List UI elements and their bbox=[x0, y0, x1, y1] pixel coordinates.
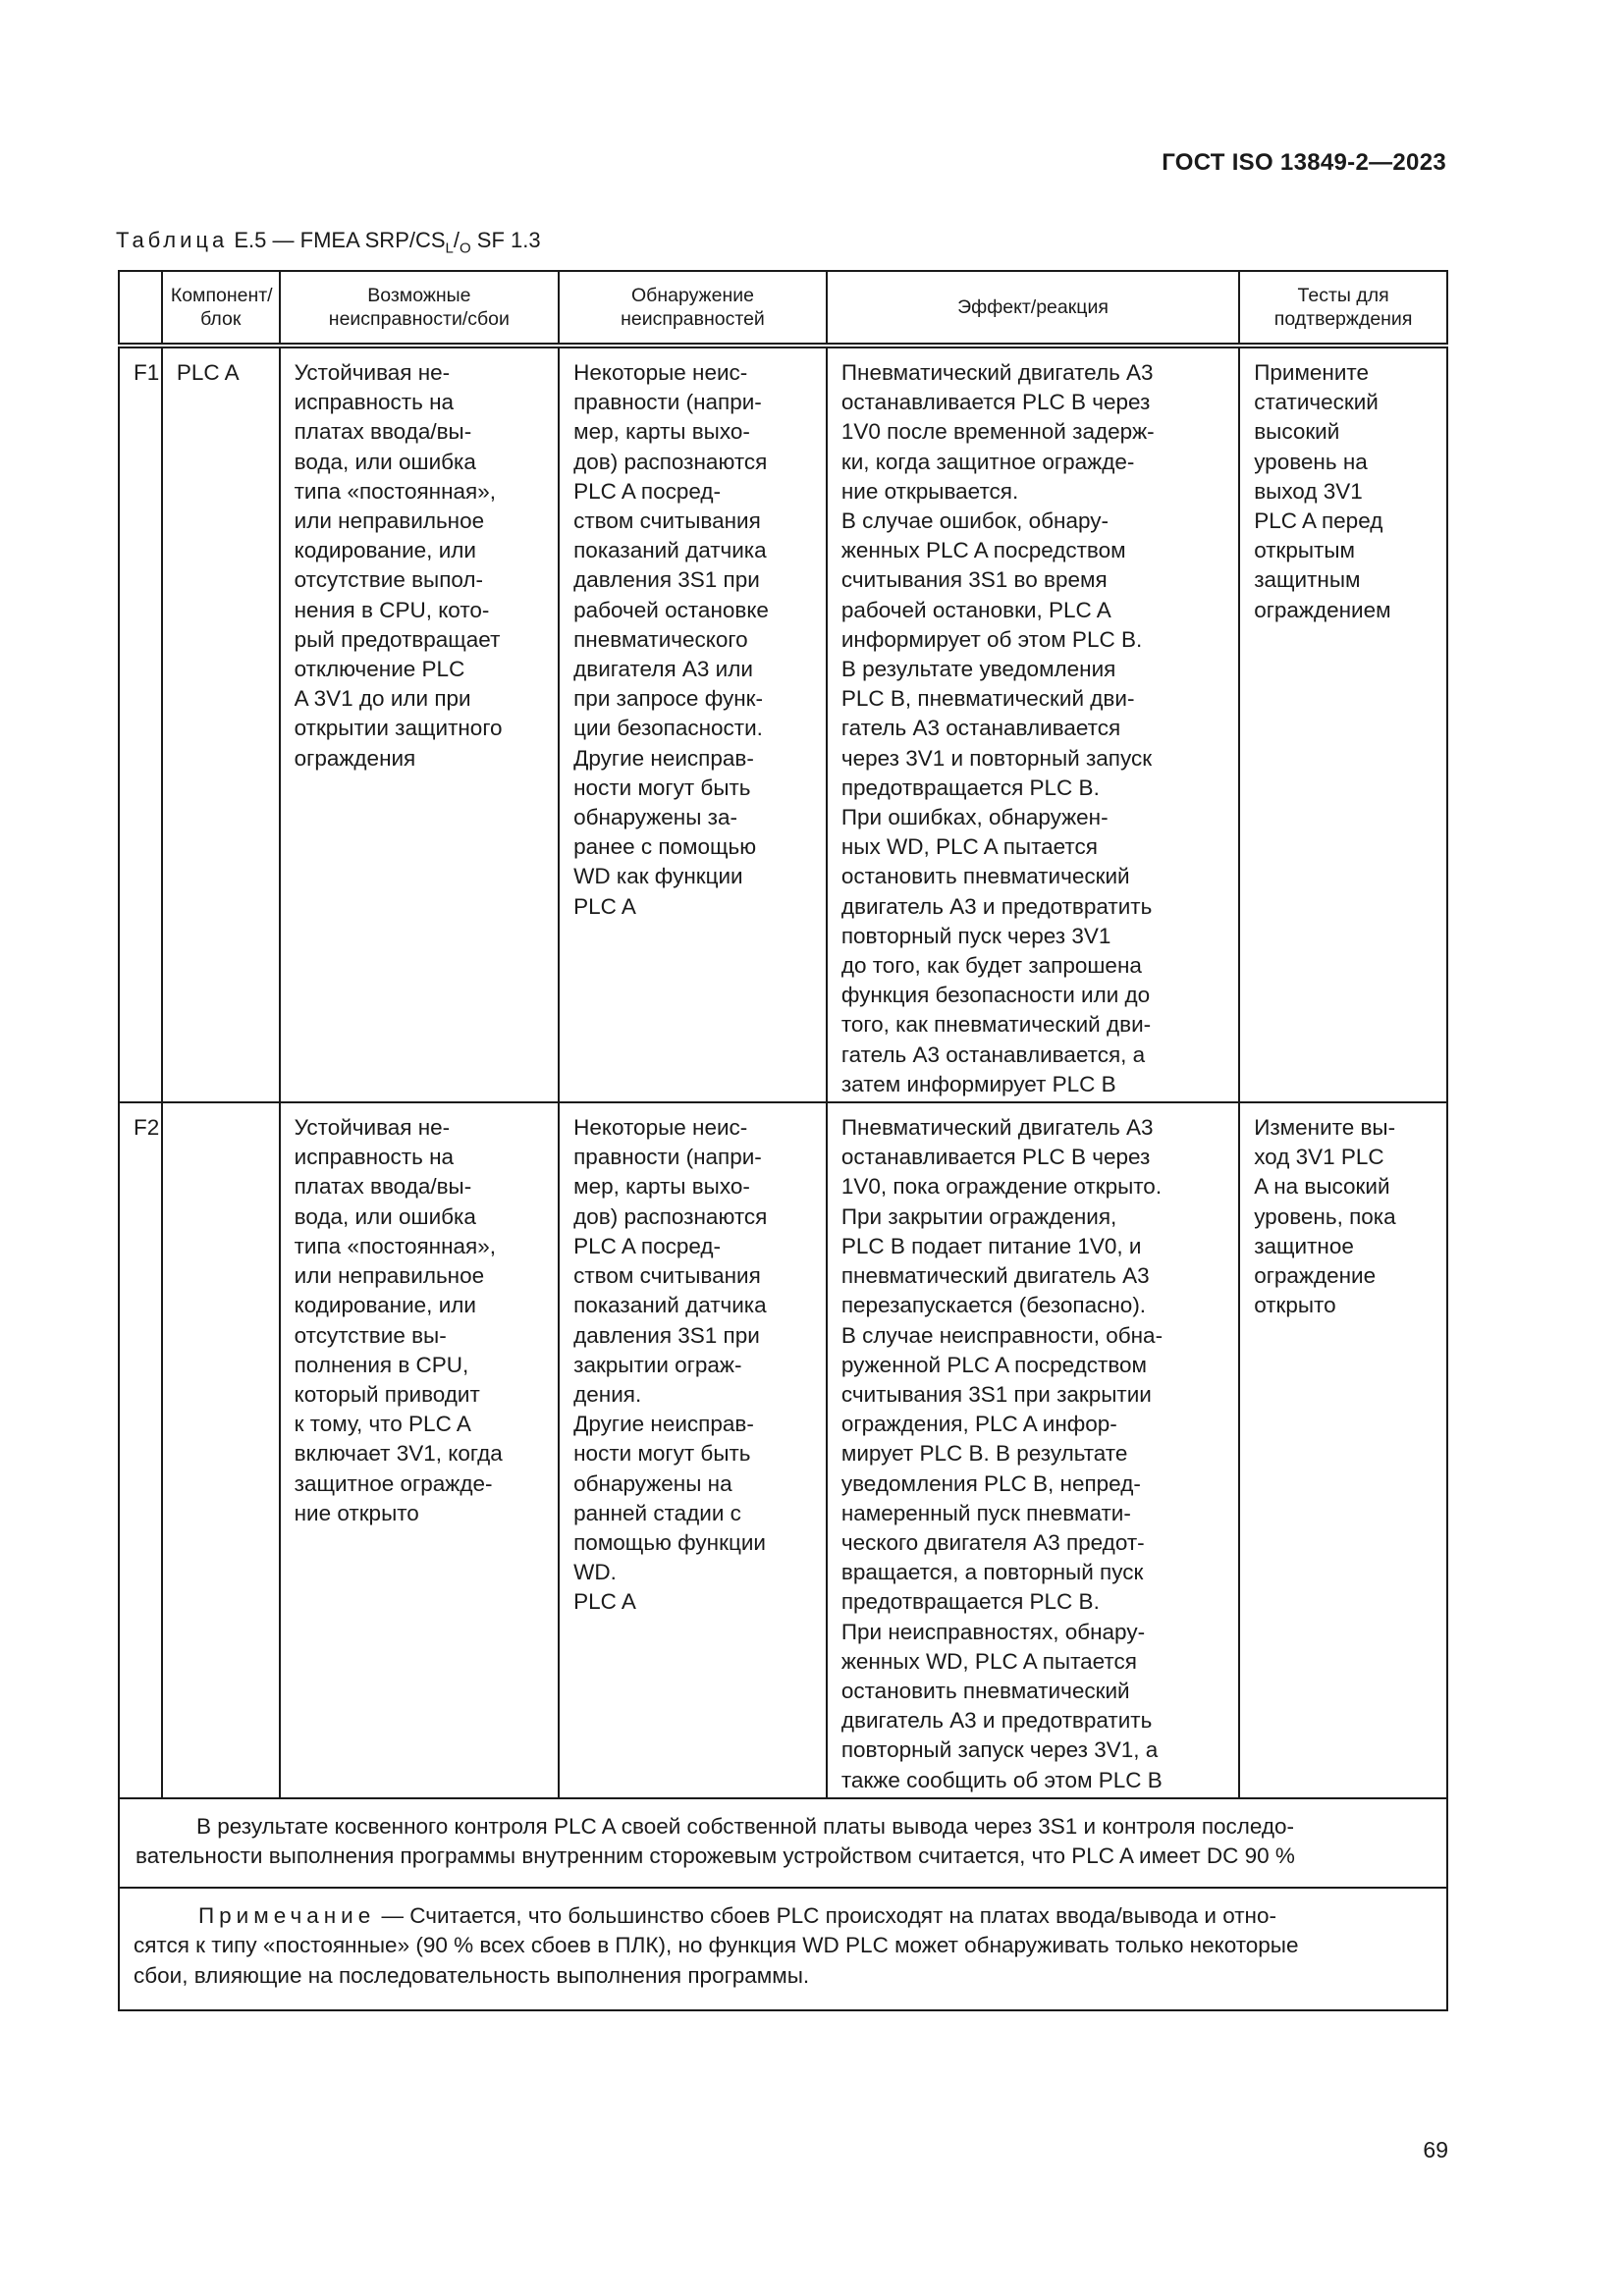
note-cell bbox=[119, 1888, 1447, 2011]
cell-line: A 3V1 до или при bbox=[294, 686, 471, 712]
fmea-table bbox=[118, 270, 1448, 2011]
cell-line: Пневматический двигатель А3 bbox=[840, 360, 1154, 385]
row-tests bbox=[1239, 1102, 1447, 1798]
cell-line: Примените bbox=[1254, 360, 1369, 385]
cell-line: мер, карты выхо- bbox=[573, 1174, 750, 1200]
summary-line: вательности выполнения программы внутренним сторожевым устройством считается, что PLC A имеет DC 90 % bbox=[135, 1843, 1295, 1869]
caption-slash: / bbox=[453, 228, 460, 252]
cell-line: типа «постоянная», bbox=[294, 478, 496, 504]
cell-line: Компонент/ bbox=[170, 285, 273, 306]
cell-line: выход 3V1 bbox=[1254, 478, 1363, 504]
cell-line: мер, карты выхо- bbox=[573, 419, 750, 445]
cell-line: до того, как будет запрошена bbox=[840, 953, 1142, 979]
row-effect bbox=[827, 346, 1239, 1102]
cell-line: пневматического bbox=[573, 626, 748, 652]
caption-tail: SF 1.3 bbox=[470, 228, 541, 252]
document-id: ГОСТ ISO 13849-2—2023 bbox=[1162, 149, 1446, 176]
header-cell-detection bbox=[559, 271, 827, 346]
row-tests bbox=[1239, 346, 1447, 1102]
cell-line: правности (напри- bbox=[573, 390, 762, 415]
cell-line: Измените вы- bbox=[1254, 1115, 1396, 1141]
cell-line: давления 3S1 при bbox=[573, 1322, 760, 1348]
cell-line: ки, когда защитное огражде- bbox=[840, 449, 1135, 474]
cell-line: отключение PLC bbox=[294, 657, 465, 682]
cell-line: PLC B, пневматический дви- bbox=[840, 686, 1135, 712]
cell-line: перезапускается (безопасно). bbox=[840, 1293, 1147, 1318]
cell-line: ности могут быть bbox=[573, 1441, 751, 1467]
cell-line: типа «постоянная», bbox=[294, 1233, 496, 1258]
cell-line: предотвращается PLC B. bbox=[840, 774, 1100, 800]
cell-line: того, как пневматический дви- bbox=[840, 1012, 1152, 1038]
note-label: Примечание bbox=[198, 1902, 376, 1928]
cell-line: гатель А3 останавливается bbox=[840, 716, 1121, 741]
row-detection bbox=[559, 346, 827, 1102]
cell-line: к тому, что PLC A bbox=[294, 1412, 471, 1437]
cell-line: ческого двигателя А3 предот- bbox=[840, 1529, 1145, 1555]
cell-line: уровень на bbox=[1254, 449, 1368, 474]
cell-line: При закрытии ограждения, bbox=[840, 1203, 1117, 1229]
cell-line: блок bbox=[200, 308, 242, 330]
cell-line: Обнаружение bbox=[631, 285, 754, 306]
cell-line: 1V0, пока ограждение открыто. bbox=[840, 1174, 1163, 1200]
note-first-text: — Считается, что большинство сбоев PLC происходят на платах ввода/вывода и отно- bbox=[375, 1902, 1276, 1928]
cell-line: обнаружены за- bbox=[573, 805, 737, 830]
cell-line: В случае неисправности, обна- bbox=[840, 1322, 1164, 1348]
row-id: F1 bbox=[119, 346, 162, 1102]
cell-line: намеренный пуск пневмати- bbox=[840, 1500, 1131, 1525]
table-row bbox=[119, 1102, 1447, 1798]
caption-sub-o: O bbox=[460, 240, 471, 257]
cell-line: ством считывания bbox=[573, 508, 761, 534]
cell-line: предотвращается PLC B. bbox=[840, 1589, 1100, 1615]
cell-line: дения. bbox=[573, 1381, 642, 1407]
caption-sub-l: L bbox=[445, 240, 454, 257]
row-component: PLC A bbox=[162, 346, 280, 1102]
cell-line: рабочей остановке bbox=[573, 597, 769, 622]
cell-line: считывания 3S1 во время bbox=[840, 567, 1108, 593]
cell-line: или неправильное bbox=[294, 508, 485, 534]
summary-row bbox=[119, 1798, 1447, 1888]
cell-line: нения в CPU, кото- bbox=[294, 597, 490, 622]
cell-line: руженной PLC A посредством bbox=[840, 1352, 1148, 1377]
cell-line: защитное bbox=[1254, 1233, 1354, 1258]
cell-line: включает 3V1, когда bbox=[294, 1441, 503, 1467]
header-cell-component bbox=[162, 271, 280, 346]
row-faults bbox=[280, 346, 560, 1102]
cell-line: платах ввода/вы- bbox=[294, 1174, 472, 1200]
note-line: сятся к типу «постоянные» (90 % всех сбоев в ПЛК), но функция WD PLC может обнаруживать только некоторые bbox=[134, 1933, 1299, 1958]
cell-line: мирует PLC B. В результате bbox=[840, 1441, 1128, 1467]
cell-line: пневматический двигатель А3 bbox=[840, 1263, 1150, 1289]
cell-line: Устойчивая не- bbox=[294, 360, 451, 385]
cell-line: ранее с помощью bbox=[573, 834, 757, 860]
cell-line: платах ввода/вы- bbox=[294, 419, 472, 445]
cell-line: дов) распознаются bbox=[573, 1203, 768, 1229]
cell-line: отсутствие вы- bbox=[294, 1322, 447, 1348]
cell-line: PLC A bbox=[573, 893, 636, 919]
cell-line: ности могут быть bbox=[573, 774, 751, 800]
cell-line: рабочей остановки, PLC A bbox=[840, 597, 1111, 622]
cell-line: исправность на bbox=[294, 390, 455, 415]
cell-line: двигателя А3 или bbox=[573, 657, 753, 682]
cell-line: вращается, а повторный пуск bbox=[840, 1560, 1144, 1585]
cell-line: Некоторые неис- bbox=[573, 1115, 748, 1141]
note-first-line bbox=[134, 1901, 1431, 1932]
cell-line: исправность на bbox=[294, 1145, 455, 1170]
cell-line: ограждения, PLC A инфор- bbox=[840, 1412, 1117, 1437]
row-id: F2 bbox=[119, 1102, 162, 1798]
cell-line: кодирование, или bbox=[294, 538, 476, 563]
cell-line: считывания 3S1 при закрытии bbox=[840, 1381, 1152, 1407]
cell-line: функция безопасности или до bbox=[840, 983, 1151, 1008]
cell-line: информирует об этом PLC B. bbox=[840, 626, 1143, 652]
cell-line: отсутствие выпол- bbox=[294, 567, 484, 593]
table-header-row bbox=[119, 271, 1447, 346]
cell-line: вода, или ошибка bbox=[294, 1203, 476, 1229]
cell-line: PLC A посред- bbox=[573, 478, 722, 504]
header-cell-index bbox=[119, 271, 162, 346]
header-cell-tests bbox=[1239, 271, 1447, 346]
row-component bbox=[162, 1102, 280, 1798]
cell-line: уровень, пока bbox=[1254, 1203, 1396, 1229]
cell-line: При ошибках, обнаружен- bbox=[840, 805, 1109, 830]
table-caption bbox=[116, 228, 541, 256]
cell-line: подтверждения bbox=[1273, 308, 1413, 330]
row-effect bbox=[827, 1102, 1239, 1798]
row-faults bbox=[280, 1102, 560, 1798]
cell-line: Пневматический двигатель А3 bbox=[840, 1115, 1154, 1141]
cell-line: неисправностей bbox=[621, 308, 765, 330]
cell-line: Некоторые неис- bbox=[573, 360, 748, 385]
cell-line: ограждение bbox=[1254, 1263, 1377, 1289]
cell-line: давления 3S1 при bbox=[573, 567, 760, 593]
cell-line: двигатель А3 и предотвратить bbox=[840, 893, 1153, 919]
cell-line: через 3V1 и повторный запуск bbox=[840, 745, 1153, 771]
cell-line: Тесты для bbox=[1297, 285, 1389, 306]
header-cell-faults bbox=[280, 271, 560, 346]
cell-line: Другие неисправ- bbox=[573, 1412, 754, 1437]
cell-line: неисправности/сбои bbox=[328, 308, 510, 330]
cell-line: При неисправностях, обнару- bbox=[840, 1619, 1146, 1644]
page-number: 69 bbox=[1423, 2137, 1448, 2163]
cell-line: при запросе функ- bbox=[573, 686, 763, 712]
cell-line: останавливается PLC B через bbox=[840, 390, 1151, 415]
cell-line: показаний датчика bbox=[573, 1293, 767, 1318]
table-caption-text: Е.5 — FMEA SRP/CS bbox=[228, 228, 446, 252]
cell-line: ограждения bbox=[294, 745, 416, 771]
cell-line: ранней стадии с bbox=[573, 1500, 741, 1525]
cell-line: ции безопасности. bbox=[573, 716, 763, 741]
cell-line: женных WD, PLC A пытается bbox=[840, 1648, 1137, 1674]
cell-line: WD как функции bbox=[573, 864, 743, 889]
cell-line: правности (напри- bbox=[573, 1145, 762, 1170]
cell-line: затем информирует PLC B bbox=[840, 1071, 1116, 1096]
cell-line: закрытии ограж- bbox=[573, 1352, 742, 1377]
cell-line: В результате уведомления bbox=[840, 657, 1116, 682]
cell-line: ограждением bbox=[1254, 597, 1391, 622]
summary-line: В результате косвенного контроля PLC A своей собственной платы вывода через 3S1 и контроля последо- bbox=[196, 1813, 1295, 1839]
cell-line: или неправильное bbox=[294, 1263, 485, 1289]
cell-line: открытии защитного bbox=[294, 716, 503, 741]
summary-cell bbox=[119, 1798, 1447, 1888]
cell-line: открытым bbox=[1254, 538, 1355, 563]
cell-line: WD. bbox=[573, 1560, 617, 1585]
cell-line: женных PLC A посредством bbox=[840, 538, 1126, 563]
cell-line: останавливается PLC B через bbox=[840, 1145, 1151, 1170]
cell-line: PLC A перед bbox=[1254, 508, 1383, 534]
cell-line: высокий bbox=[1254, 419, 1340, 445]
cell-line: Другие неисправ- bbox=[573, 745, 754, 771]
cell-line: помощью функции bbox=[573, 1529, 766, 1555]
cell-line: ние открыто bbox=[294, 1500, 419, 1525]
cell-line: Возможные bbox=[367, 285, 471, 306]
cell-line: A на высокий bbox=[1254, 1174, 1390, 1200]
cell-line: рый предотвращает bbox=[294, 626, 501, 652]
note-row bbox=[119, 1888, 1447, 2011]
cell-line: PLC A посред- bbox=[573, 1233, 722, 1258]
cell-line: остановить пневматический bbox=[840, 1678, 1130, 1703]
cell-line: открыто bbox=[1254, 1293, 1336, 1318]
cell-line: статический bbox=[1254, 390, 1379, 415]
cell-line: обнаружены на bbox=[573, 1470, 732, 1496]
table-row bbox=[119, 346, 1447, 1102]
cell-line: PLC A bbox=[573, 1589, 636, 1615]
note-line: сбои, влияющие на последовательность выполнения программы. bbox=[134, 1962, 810, 1988]
cell-line: PLC B подает питание 1V0, и bbox=[840, 1233, 1142, 1258]
cell-line: Эффект/реакция bbox=[957, 296, 1109, 318]
cell-line: ход 3V1 PLC bbox=[1254, 1145, 1384, 1170]
header-cell-effect bbox=[827, 271, 1239, 346]
cell-line: защитное огражде- bbox=[294, 1470, 493, 1496]
cell-line: Устойчивая не- bbox=[294, 1115, 451, 1141]
cell-line: ние открывается. bbox=[840, 478, 1019, 504]
cell-line: остановить пневматический bbox=[840, 864, 1130, 889]
cell-line: защитным bbox=[1254, 567, 1361, 593]
cell-line: который приводит bbox=[294, 1381, 480, 1407]
cell-line: В случае ошибок, обнару- bbox=[840, 508, 1109, 534]
cell-line: гатель А3 останавливается, а bbox=[840, 1041, 1146, 1067]
cell-line: полнения в CPU, bbox=[294, 1352, 469, 1377]
cell-line: 1V0 после временной задерж- bbox=[840, 419, 1155, 445]
cell-line: также сообщить об этом PLC B bbox=[840, 1767, 1163, 1792]
cell-line: ством считывания bbox=[573, 1263, 761, 1289]
row-detection bbox=[559, 1102, 827, 1798]
cell-line: ных WD, PLC A пытается bbox=[840, 834, 1098, 860]
cell-line: уведомления PLC B, непред- bbox=[840, 1470, 1141, 1496]
table-caption-label: Таблица bbox=[116, 228, 229, 252]
cell-line: показаний датчика bbox=[573, 538, 767, 563]
cell-line: дов) распознаются bbox=[573, 449, 768, 474]
cell-line: повторный запуск через 3V1, а bbox=[840, 1737, 1159, 1763]
cell-line: кодирование, или bbox=[294, 1293, 476, 1318]
cell-line: повторный пуск через 3V1 bbox=[840, 923, 1111, 948]
cell-line: вода, или ошибка bbox=[294, 449, 476, 474]
cell-line: двигатель А3 и предотвратить bbox=[840, 1708, 1153, 1734]
